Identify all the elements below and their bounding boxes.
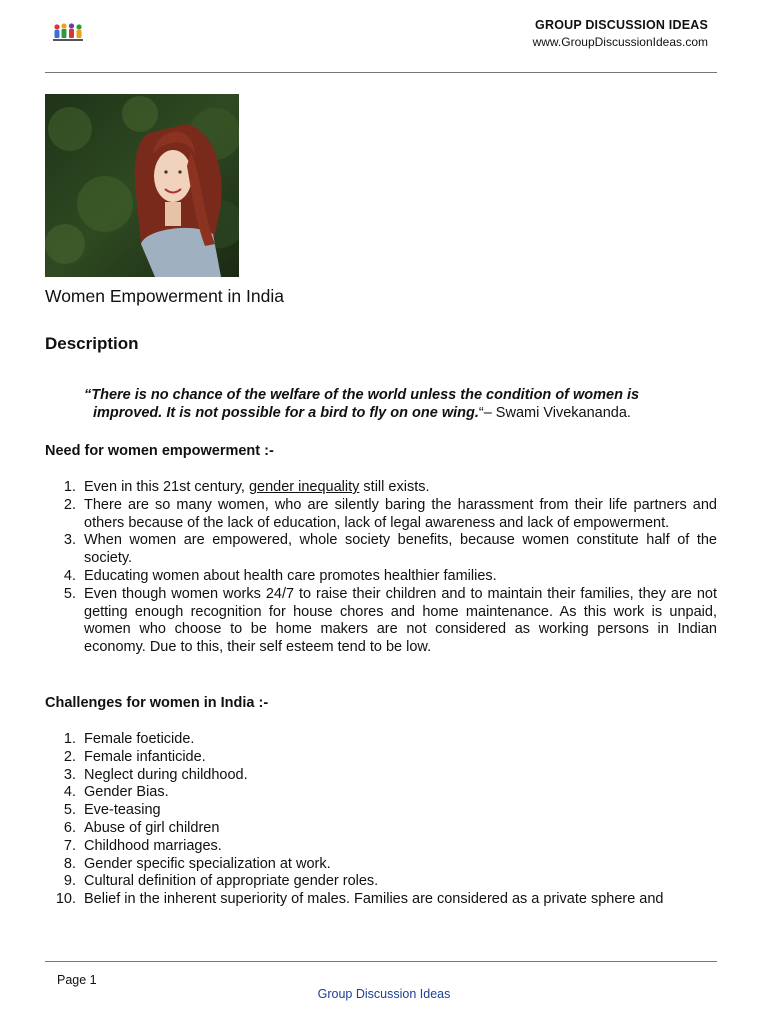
woman-portrait-image — [45, 94, 239, 277]
footer-site-link[interactable]: Group Discussion Ideas — [317, 987, 451, 1001]
challenge-item: 1. Female foeticide. — [63, 731, 195, 747]
challenge-item: 3. Neglect during childhood. — [63, 766, 248, 783]
need-item-5: 5. Even though women works 24/7 to raise their children and to maintain their families, they are not getting enough recognition for house chores and home maintenance. As this work is unpaid, women who choose to be home makers are not considered as working persons in Indian economy. Due to this, their self esteem tend to be low. — [63, 585, 717, 656]
challenge-item: 8. Gender specific specialization at work. — [63, 855, 331, 872]
need-heading: Need for women empowerment :- — [45, 443, 274, 459]
challenges-heading: Challenges for women in India :- — [45, 695, 269, 711]
article-title: Women Empowerment in India — [45, 286, 284, 306]
challenges-list — [45, 731, 717, 909]
quote-attribution: “– Swami Vivekananda. — [478, 405, 631, 421]
gender-inequality-link[interactable]: gender inequality — [248, 479, 360, 495]
vivekananda-quote — [84, 386, 694, 422]
challenge-item: 9. Cultural definition of appropriate gender roles. — [63, 873, 379, 890]
challenge-item: 4. Gender Bias. — [63, 784, 169, 801]
challenge-item: 10. Belief in the inherent superiority of males. Families are considered as a private sphere and — [55, 891, 664, 908]
need-item-4: 4. Educating women about health care promotes healthier families. — [63, 567, 497, 584]
header-divider — [45, 72, 717, 73]
challenge-item: 6. Abuse of girl children — [63, 819, 220, 836]
challenge-item: 7. Childhood marriages. — [63, 837, 222, 854]
need-item-2: 2. There are so many women, who are silently baring the harassment from their life partners and others because of the lack of education, lack of legal awareness and lack of empowerment. — [63, 496, 717, 531]
need-list — [45, 479, 717, 657]
challenge-item: 5. Eve-teasing — [63, 802, 161, 819]
footer-divider — [45, 961, 717, 962]
description-heading: Description — [45, 334, 139, 353]
quote-line-1: “There is no chance of the welfare of the world unless the condition of women is — [84, 387, 640, 403]
quote-line-2: improved. It is not possible for a bird to fly on one wing. — [93, 405, 479, 421]
challenge-item: 2. Female infanticide. — [63, 748, 206, 765]
site-url-link[interactable]: www.GroupDiscussionIdeas.com — [532, 35, 708, 49]
page-number: Page 1 — [57, 973, 97, 987]
need-item-1: 1. Even in this 21st century, gender inequality still exists. — [63, 479, 430, 495]
need-item-3: 3. When women are empowered, whole society benefits, because women constitute half of the society. — [63, 532, 717, 567]
site-branding — [533, 18, 708, 49]
site-logo-icon — [52, 22, 84, 44]
site-title: GROUP DISCUSSION IDEAS — [535, 18, 708, 32]
